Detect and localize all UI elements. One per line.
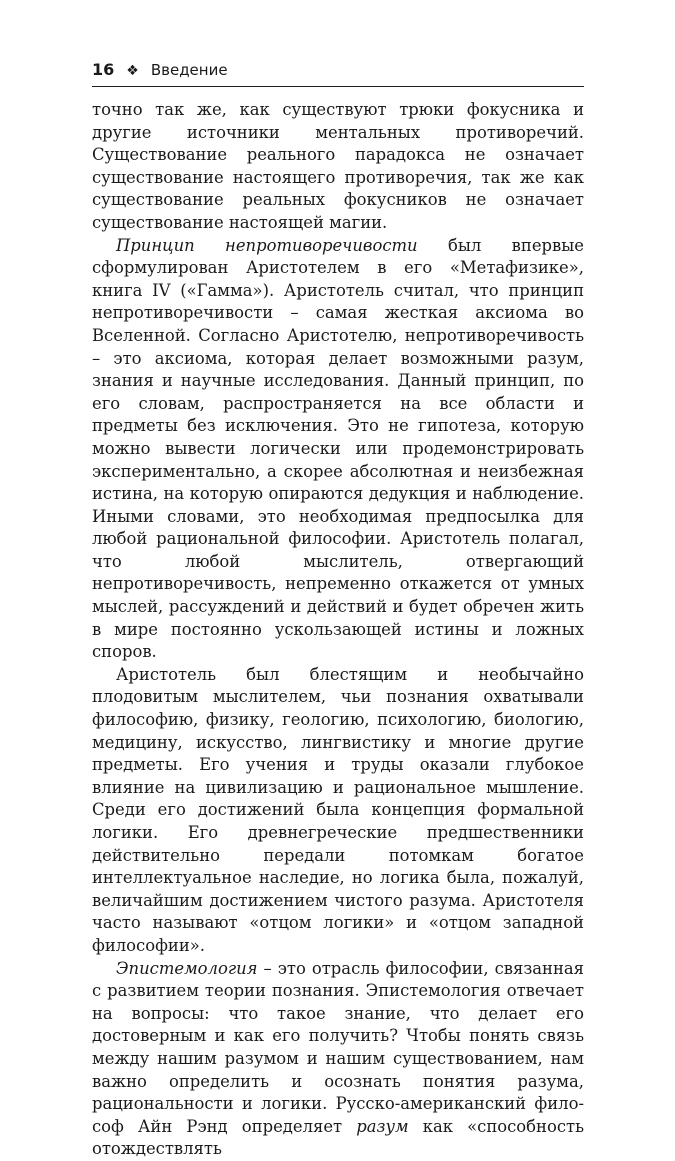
- text-segment: – это отрасль философии, связанная с развитием теории познания. Эпистемология отвечает на вопросы: что такое знание, что делает его достоверным и как его получить? Чтобы понять связь между нашим разумом и нашим существованием, нам важно определить и осознать понятия разума, рациональности и логики. Русско-американский философ Айн Рэнд определяет: [92, 958, 584, 1136]
- paragraph-2: [92, 235, 584, 664]
- section-title: Введение: [150, 61, 228, 79]
- text-segment: был впервые сформулирован Аристотелем в его «Метафизике», книга IV («Гамма»). Аристотель считал, что принцип непротиворечивости – самая жесткая аксиома во Вселенной. Согласно Аристотелю, непротиворечивость – это аксиома, которая делает возможными разум, знания и научные исследования. Данный принцип, по его словам, распространяется на все области и предметы без исключения. Это не гипотеза, которую можно вывести логически или продемонстрировать экспериментально, а скорее абсолютная и неизбежная истина, на которую опираются дедукция и наблюдение. Иными словами, это необходимая предпосылка для любой рациональной философии. Аристотель полагал, что любой мыслитель, отвергающий непротиворечивость, непременно откажется от умных мыслей, рассуждений и действий и будет обречен жить в мире постоянно ускользающей истины и ложных споров.: [92, 235, 584, 662]
- paragraph-4: [92, 958, 584, 1161]
- page-number: 16: [92, 60, 115, 79]
- paragraph-1: [92, 99, 584, 235]
- text-segment: как «способность отождествлять: [92, 1116, 584, 1159]
- term-italic: разум: [356, 1116, 409, 1136]
- ornament-icon: ❖: [126, 63, 139, 79]
- text-segment: точно так же, как существуют трюки фокусника и другие источники ментальных противоречий. Существование реального парадокса не означает существование настоящего противоречия, так же как существование реальных фокусников не означает существование настоящей магии.: [92, 100, 584, 232]
- body-text: [92, 99, 584, 1161]
- running-head: [92, 60, 584, 87]
- paragraph-3: [92, 664, 584, 958]
- term-italic: Эпистемология: [116, 958, 258, 978]
- term-italic: Принцип непротиворечивости: [116, 235, 418, 255]
- book-page: [92, 60, 584, 1161]
- text-segment: Аристотель был блестящим и необычайно плодовитым мыслителем, чьи познания охватывали философию, физику, геологию, психологию, биологию, медицину, искусство, лингвистику и многие другие предметы. Его учения и труды оказали глубокое влияние на цивилизацию и рациональное мышление. Среди его достижений была концепция формальной логики. Его древнегреческие предшественники действительно передали потомкам богатое интеллектуальное наследие, но логика была, пожалуй, величайшим достижением чистого разума. Аристотеля часто называют «отцом логики» и «отцом западной философии».: [92, 664, 584, 955]
